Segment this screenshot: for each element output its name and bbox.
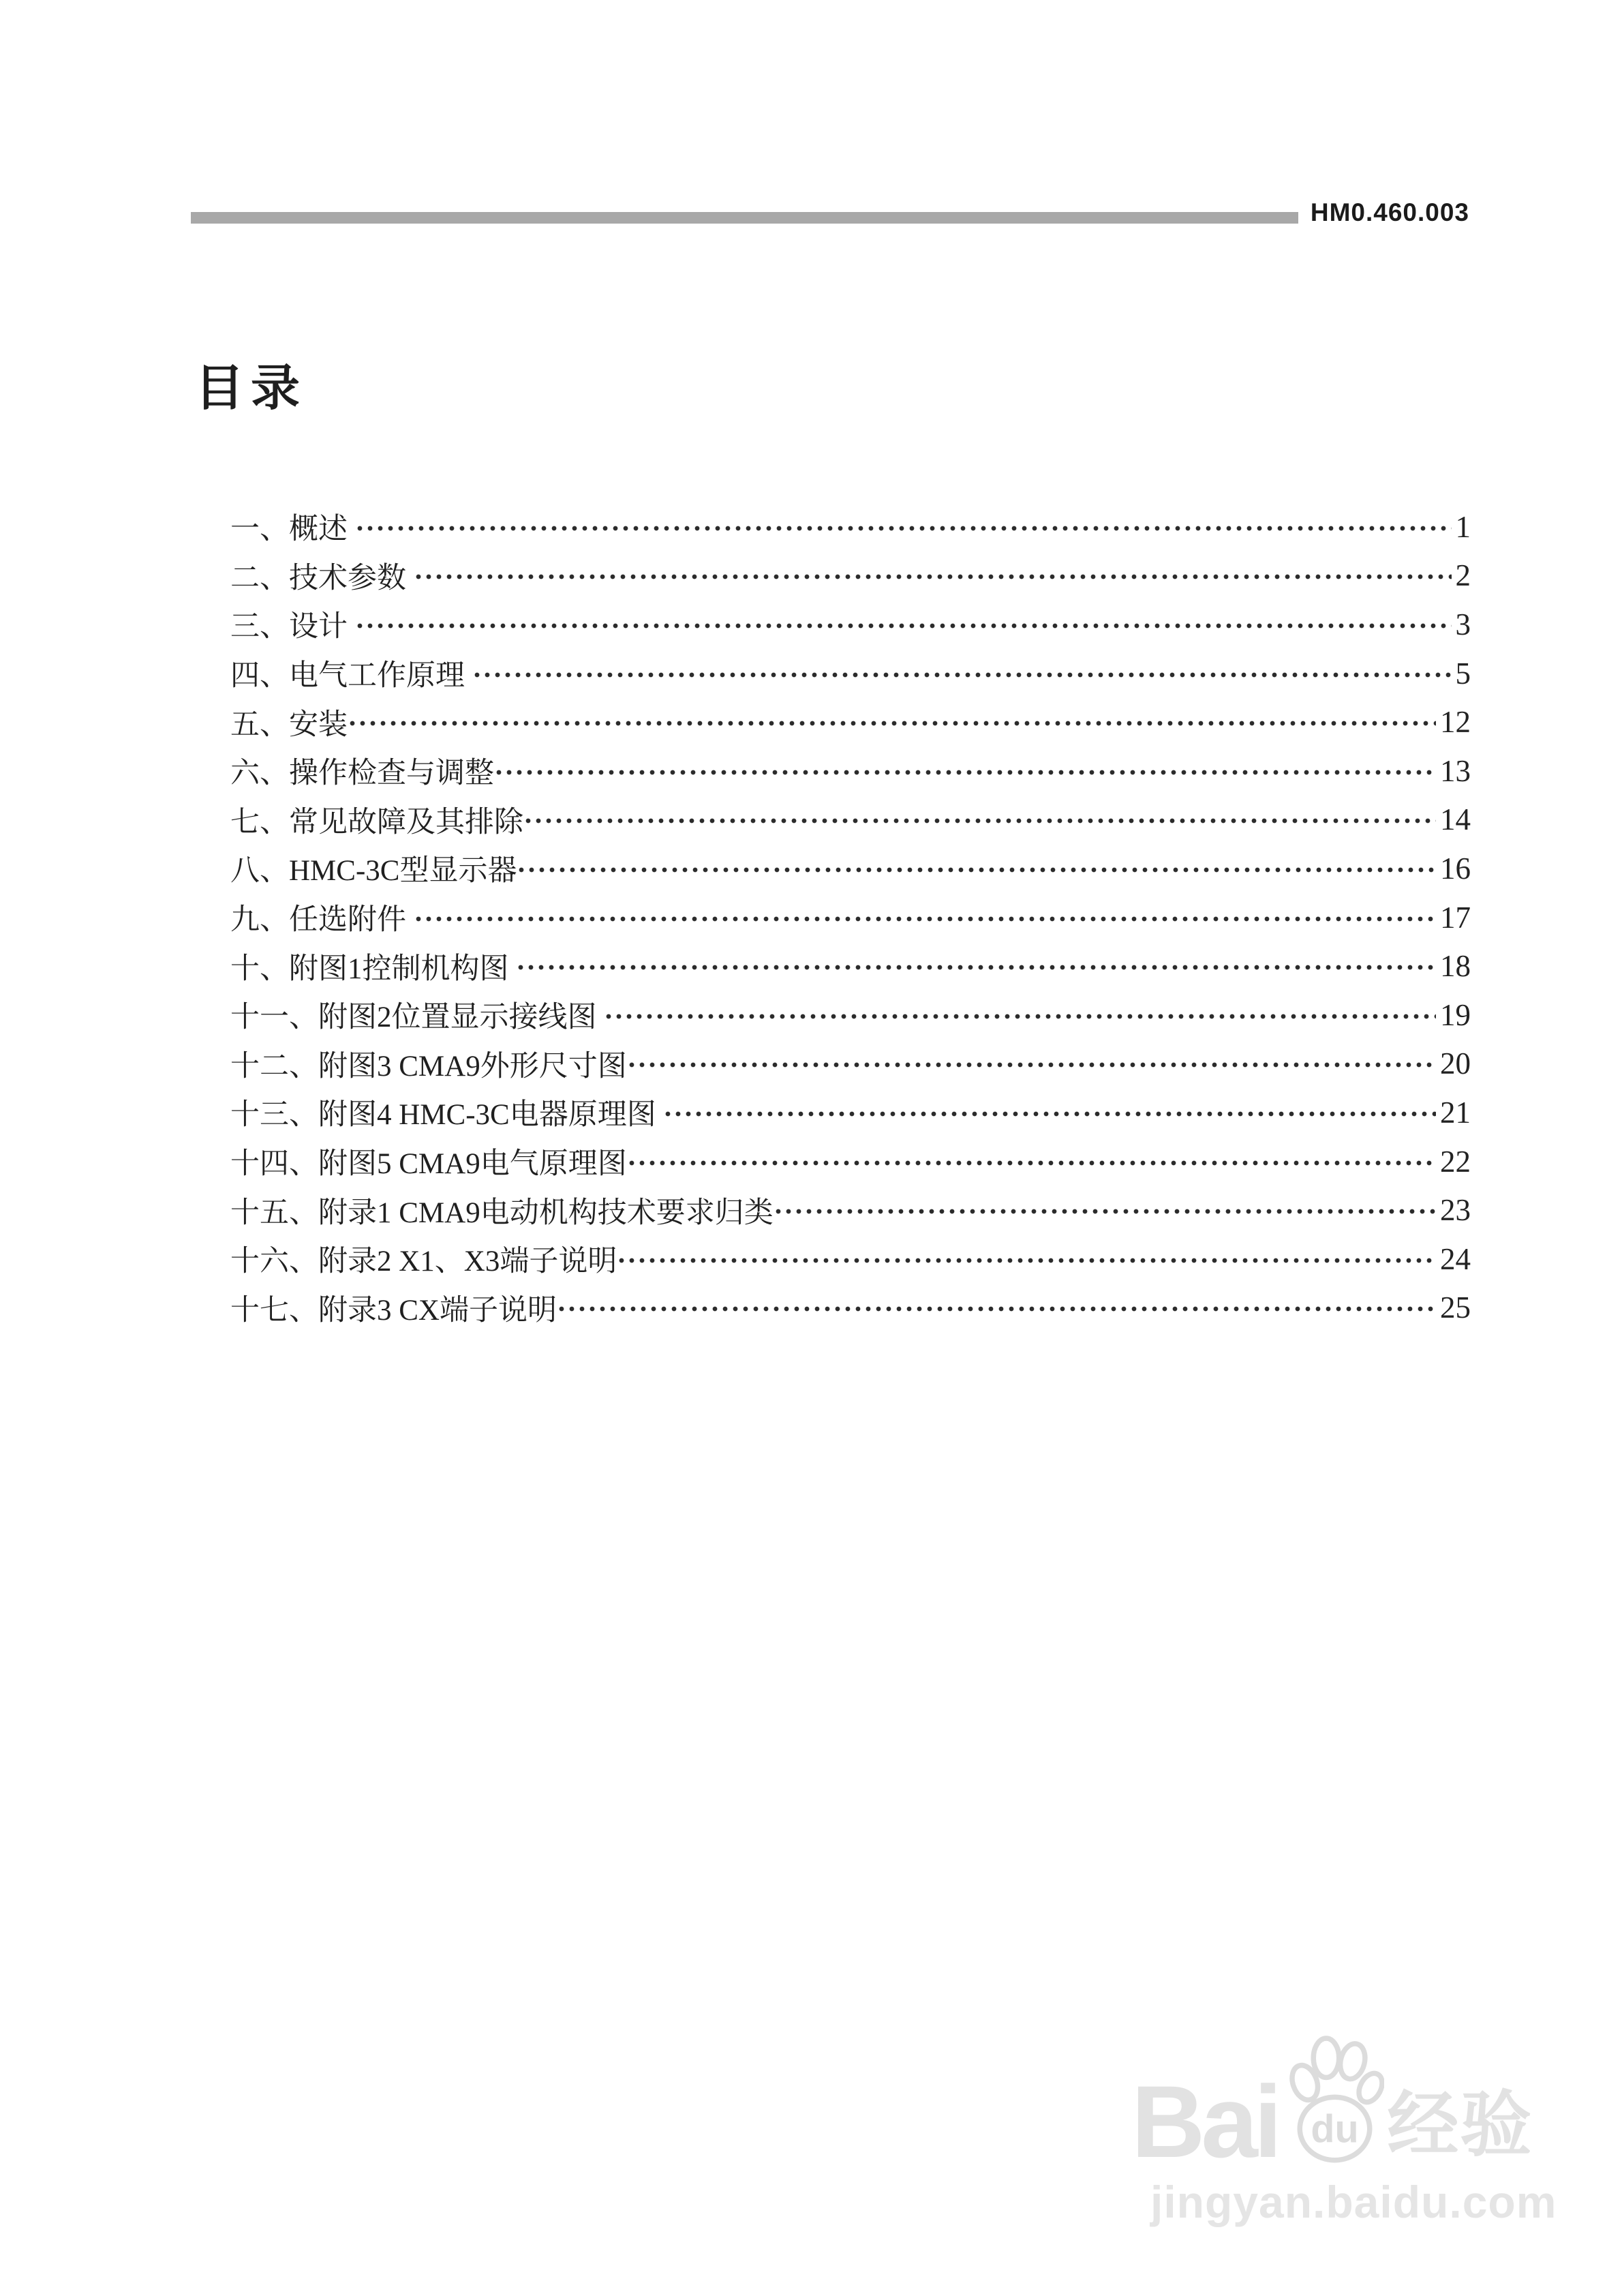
toc-entry xyxy=(230,746,1471,796)
document-number: HM0.460.003 xyxy=(1310,198,1469,226)
toc-entry-label: 二、技术参数 xyxy=(230,562,414,594)
dotted-leader xyxy=(356,525,1452,532)
toc-entry-page-number: 14 xyxy=(1440,802,1471,837)
toc-entry-label: 三、设计 xyxy=(230,611,355,644)
dotted-leader xyxy=(495,769,1436,776)
toc-entry xyxy=(230,991,1471,1040)
toc-entry-label: 十三、附图4 HMC-3C电器原理图 xyxy=(230,1099,664,1132)
toc-entry xyxy=(230,1185,1471,1235)
toc-entry-label: 十四、附图5 CMA9电气原理图 xyxy=(230,1148,627,1181)
toc-entry-label: 一、概述 xyxy=(230,513,355,546)
page-title: 目录 xyxy=(195,361,307,416)
toc-entry xyxy=(230,893,1471,942)
baidu-logo-text-bai: Bai xyxy=(1131,2064,1279,2179)
dotted-leader xyxy=(474,671,1452,678)
toc-entry-page-number: 1 xyxy=(1455,509,1471,544)
toc-entry-label: 十一、附图2位置显示接线图 xyxy=(230,1001,605,1034)
toc-entry xyxy=(230,796,1471,845)
toc-entry xyxy=(230,502,1471,552)
toc-list xyxy=(230,502,1471,1332)
toc-entry-page-number: 22 xyxy=(1440,1144,1471,1179)
toc-entry xyxy=(230,1088,1471,1137)
toc-entry-label: 四、电气工作原理 xyxy=(230,660,472,693)
toc-entry xyxy=(230,600,1471,649)
baidu-paw-icon xyxy=(1282,2035,1384,2168)
dotted-leader xyxy=(775,1208,1436,1215)
toc-entry-label: 六、操作检查与调整 xyxy=(230,757,494,790)
dotted-leader xyxy=(618,1257,1436,1264)
toc-entry-label: 七、常见故障及其排除 xyxy=(230,806,523,839)
toc-entry xyxy=(230,552,1471,601)
baidu-jingyan-watermark xyxy=(1131,2035,1567,2228)
dotted-leader xyxy=(558,1305,1436,1312)
toc-entry-page-number: 20 xyxy=(1440,1046,1471,1081)
toc-entry-page-number: 3 xyxy=(1455,607,1471,641)
toc-entry-page-number: 2 xyxy=(1455,558,1471,593)
toc-entry-page-number: 21 xyxy=(1440,1095,1471,1130)
toc-entry xyxy=(230,697,1471,746)
dotted-leader xyxy=(628,1061,1436,1068)
toc-entry-page-number: 16 xyxy=(1440,851,1471,886)
toc-entry-label: 九、任选附件 xyxy=(230,904,414,937)
dotted-leader xyxy=(415,573,1452,580)
toc-entry xyxy=(230,1235,1471,1284)
toc-entry xyxy=(230,1284,1471,1333)
toc-entry-label: 五、安装 xyxy=(230,708,348,741)
baidu-logo xyxy=(1131,2035,1567,2179)
toc-entry xyxy=(230,1137,1471,1186)
dotted-leader xyxy=(605,1013,1436,1020)
toc-entry xyxy=(230,649,1471,698)
toc-entry-label: 十七、附录3 CX端子说明 xyxy=(230,1294,557,1327)
toc-entry-label: 八、HMC-3C型显示器 xyxy=(230,855,517,888)
toc-entry-page-number: 13 xyxy=(1440,753,1471,788)
toc-entry-page-number: 17 xyxy=(1440,900,1471,935)
toc-entry-label: 十二、附图3 CMA9外形尺寸图 xyxy=(230,1050,627,1083)
dotted-leader xyxy=(349,720,1436,727)
dotted-leader xyxy=(518,866,1436,873)
toc-entry xyxy=(230,1040,1471,1089)
toc-entry-label: 十五、附录1 CMA9电动机构技术要求归类 xyxy=(230,1196,774,1229)
watermark-url: jingyan.baidu.com xyxy=(1150,2177,1557,2227)
toc-entry-page-number: 12 xyxy=(1440,705,1471,740)
toc-entry-page-number: 5 xyxy=(1455,656,1471,691)
toc-entry-page-number: 24 xyxy=(1440,1241,1471,1276)
dotted-leader xyxy=(415,916,1436,922)
dotted-leader xyxy=(664,1111,1436,1117)
dotted-leader xyxy=(517,964,1436,971)
toc-entry xyxy=(230,941,1471,991)
toc-entry-page-number: 18 xyxy=(1440,949,1471,984)
toc-entry-page-number: 23 xyxy=(1440,1193,1471,1228)
baidu-logo-text-du: du xyxy=(1311,2107,1360,2151)
toc-entry-page-number: 25 xyxy=(1440,1290,1471,1325)
dotted-leader xyxy=(525,817,1436,824)
header-rule-bar xyxy=(191,212,1298,224)
dotted-leader xyxy=(356,622,1452,629)
toc-entry-label: 十六、附录2 X1、X3端子说明 xyxy=(230,1245,617,1278)
baidu-logo-text-jingyan: 经验 xyxy=(1387,2085,1533,2165)
toc-entry-label: 十、附图1控制机构图 xyxy=(230,952,517,985)
toc-entry xyxy=(230,844,1471,893)
dotted-leader xyxy=(628,1160,1436,1166)
toc-entry-page-number: 19 xyxy=(1440,997,1471,1032)
